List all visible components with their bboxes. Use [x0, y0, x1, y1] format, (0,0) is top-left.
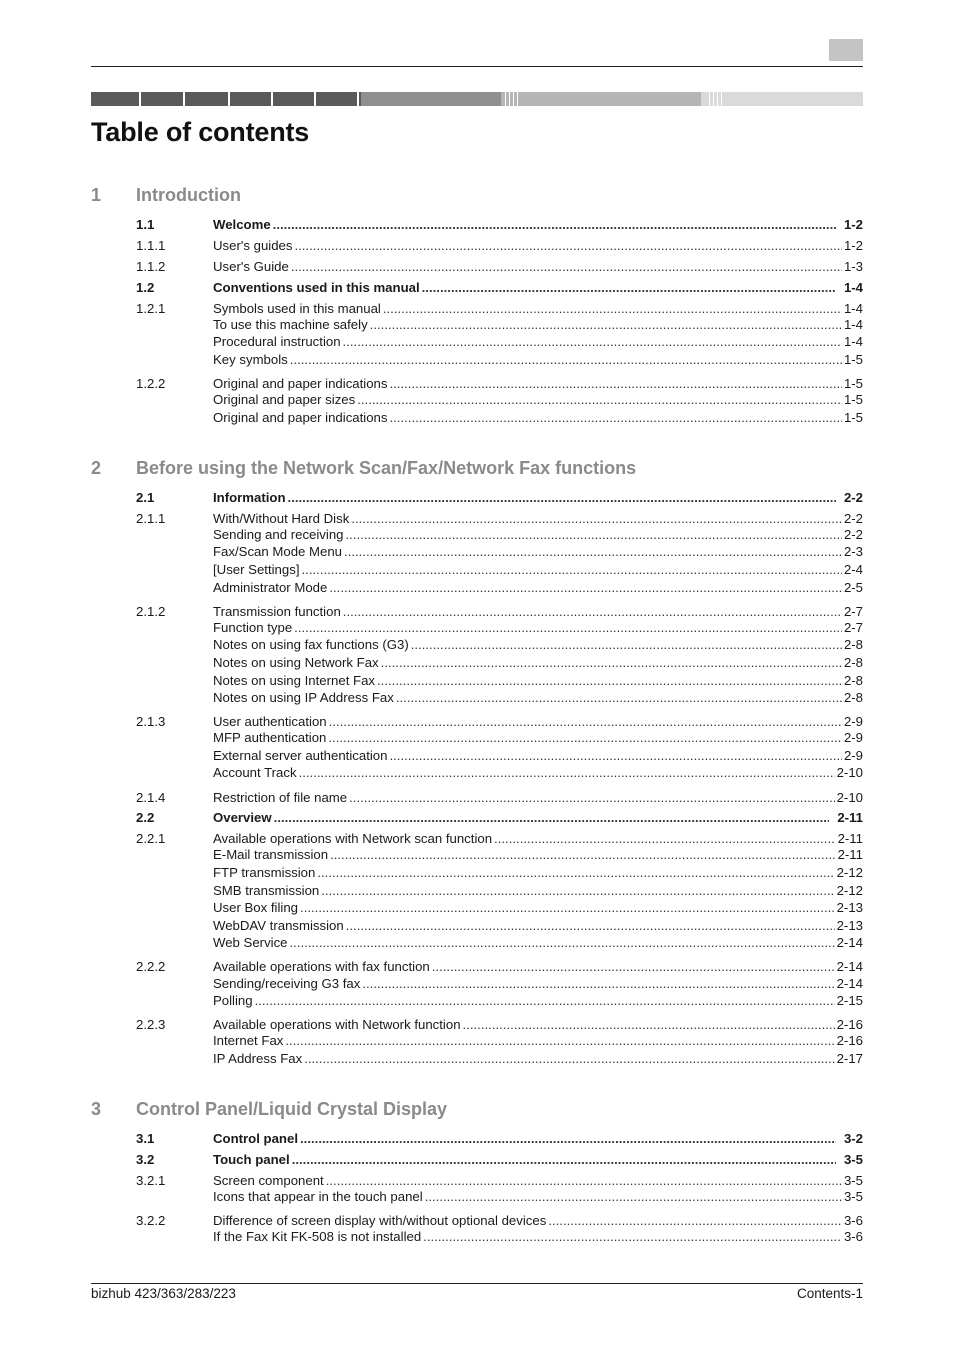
page-number: 2-9 — [843, 714, 863, 729]
dot-leader — [349, 789, 834, 806]
toc-entry[interactable] — [136, 958, 863, 975]
chapter-number: 1 — [91, 185, 102, 205]
entry-label: MFP authentication — [213, 730, 327, 745]
chapter-heading[interactable] — [91, 1099, 863, 1123]
page-number: 2-16 — [836, 1017, 863, 1032]
section-number: 2.1 — [136, 490, 155, 505]
page-number: 2-11 — [837, 831, 863, 846]
entry-label: Available operations with Network function — [213, 1017, 461, 1032]
page-number: 2-15 — [836, 993, 863, 1008]
entry-label: External server authentication — [213, 748, 388, 763]
toc-entry[interactable] — [136, 1050, 863, 1067]
chapter-heading[interactable] — [91, 458, 863, 482]
toc-entry[interactable] — [136, 489, 863, 506]
toc-entry[interactable] — [136, 1032, 863, 1049]
toc-entry[interactable] — [136, 316, 863, 333]
section-number: 2.1.3 — [136, 714, 166, 729]
dot-leader — [389, 409, 841, 426]
toc-entry[interactable] — [136, 619, 863, 636]
band-gap — [228, 92, 230, 106]
dot-leader — [273, 216, 836, 233]
entry-label: Symbols used in this manual — [213, 301, 381, 316]
section-number: 1.2 — [136, 280, 155, 295]
toc-entry[interactable] — [136, 917, 863, 934]
page-number: 2-8 — [843, 637, 863, 652]
page-number: 1-4 — [843, 317, 863, 332]
page-number: 1-5 — [843, 392, 863, 407]
page-number: 2-2 — [843, 511, 863, 526]
entry-label: Sending and receiving — [213, 527, 344, 542]
entry-label: User Box filing — [213, 900, 299, 915]
band-gap — [721, 92, 722, 106]
band-segment-light — [501, 92, 701, 106]
band-segment-lightest — [701, 92, 863, 106]
dot-leader — [290, 351, 842, 368]
page-number: 3-5 — [843, 1152, 863, 1167]
page-number: 2-10 — [836, 765, 863, 780]
dot-leader — [370, 316, 842, 333]
dot-leader — [288, 489, 836, 506]
entry-label: FTP transmission — [213, 865, 316, 880]
band-segment-mid — [361, 92, 501, 106]
section-number: 3.2.2 — [136, 1213, 166, 1228]
chapter-number: 2 — [91, 458, 102, 478]
page-title: Table of contents — [91, 117, 310, 147]
entry-label: E-Mail transmission — [213, 847, 329, 862]
toc-entry[interactable] — [136, 579, 863, 596]
entry-label: IP Address Fax — [213, 1051, 303, 1066]
toc-entry[interactable] — [136, 300, 863, 317]
page-number: 2-9 — [843, 730, 863, 745]
band-segment-dark — [91, 92, 361, 106]
page-number: 2-7 — [843, 620, 863, 635]
toc-entry[interactable] — [136, 351, 863, 368]
page-number: 3-5 — [843, 1173, 863, 1188]
toc-entry[interactable] — [136, 1212, 863, 1229]
dot-leader — [343, 333, 842, 350]
dot-leader — [383, 300, 842, 317]
dot-leader — [548, 1212, 842, 1229]
entry-label: If the Fax Kit FK-508 is not installed — [213, 1229, 422, 1244]
page-number: 1-2 — [843, 238, 863, 253]
toc-entry[interactable] — [136, 1151, 863, 1168]
toc-entry[interactable] — [136, 654, 863, 671]
toc-entry[interactable] — [136, 1016, 863, 1033]
entry-label: SMB transmission — [213, 883, 320, 898]
toc-entry[interactable] — [136, 672, 863, 689]
page-number: 2-3 — [843, 544, 863, 559]
dot-leader — [357, 391, 842, 408]
section-number: 2.1.4 — [136, 790, 166, 805]
entry-label: Web Service — [213, 935, 288, 950]
entry-label: User's Guide — [213, 259, 289, 274]
page-number: 2-12 — [836, 865, 863, 880]
entry-label: Original and paper indications — [213, 410, 388, 425]
section-number: 3.2 — [136, 1152, 155, 1167]
dot-leader — [389, 747, 841, 764]
band-gap — [357, 92, 359, 106]
toc-entry[interactable] — [136, 864, 863, 881]
entry-label: Available operations with Network scan function — [213, 831, 493, 846]
page-number: 1-4 — [843, 280, 863, 295]
entry-label: Original and paper indications — [213, 376, 388, 391]
entry-label: Notes on using Internet Fax — [213, 673, 376, 688]
band-gap — [509, 92, 510, 106]
toc-entry[interactable] — [136, 729, 863, 746]
dot-leader — [326, 1172, 842, 1189]
page-number: 1-5 — [843, 410, 863, 425]
toc-entry[interactable] — [136, 1228, 863, 1245]
section-number: 3.2.1 — [136, 1173, 166, 1188]
dot-leader — [290, 934, 835, 951]
page-number: 1-3 — [843, 259, 863, 274]
section-number: 1.1 — [136, 217, 155, 232]
entry-label: Sending/receiving G3 fax — [213, 976, 361, 991]
page-number: 2-13 — [836, 900, 863, 915]
section-number: 1.1.2 — [136, 259, 166, 274]
page-number: 2-9 — [843, 748, 863, 763]
toc-entry[interactable] — [136, 713, 863, 730]
page-number: 2-8 — [843, 690, 863, 705]
toc-entry[interactable] — [136, 636, 863, 653]
dot-leader — [294, 237, 841, 254]
entry-label: Procedural instruction — [213, 334, 341, 349]
section-number: 2.1.2 — [136, 604, 166, 619]
chapter-title: Control Panel/Liquid Crystal Display — [136, 1099, 448, 1119]
entry-label: Restriction of file name — [213, 790, 348, 805]
dot-leader — [389, 375, 841, 392]
toc-entry[interactable] — [136, 279, 863, 296]
entry-label: Notes on using IP Address Fax — [213, 690, 394, 705]
dot-leader — [304, 1050, 834, 1067]
band-gap — [513, 92, 514, 106]
page-number: 3-5 — [843, 1189, 863, 1204]
chapter-title: Before using the Network Scan/Fax/Network Fax functions — [136, 458, 637, 478]
toc-entry[interactable] — [136, 975, 863, 992]
dot-leader — [432, 958, 835, 975]
page-number: 2-17 — [836, 1051, 863, 1066]
entry-label: With/Without Hard Disk — [213, 511, 350, 526]
page-number: 3-6 — [843, 1213, 863, 1228]
section-number: 2.2 — [136, 810, 155, 825]
toc-entry[interactable] — [136, 789, 863, 806]
dot-leader — [396, 689, 842, 706]
entry-label: Fax/Scan Mode Menu — [213, 544, 343, 559]
entry-label: Administrator Mode — [213, 580, 328, 595]
dot-leader — [362, 975, 834, 992]
toc-entry[interactable] — [136, 934, 863, 951]
page-number: 2-2 — [843, 527, 863, 542]
toc-entry[interactable] — [136, 899, 863, 916]
toc-entry[interactable] — [136, 216, 863, 233]
toc-entry[interactable] — [136, 543, 863, 560]
section-number: 2.2.2 — [136, 959, 166, 974]
dot-leader — [294, 619, 842, 636]
entry-label: Available operations with fax function — [213, 959, 430, 974]
dot-leader — [422, 279, 836, 296]
dot-leader — [423, 1228, 842, 1245]
toc-entry[interactable] — [136, 526, 863, 543]
dot-leader — [330, 846, 836, 863]
page-number: 1-4 — [843, 301, 863, 316]
toc-entry[interactable] — [136, 375, 863, 392]
dot-leader — [292, 1151, 836, 1168]
entry-label: Overview — [213, 810, 272, 825]
entry-label: Screen component — [213, 1173, 324, 1188]
chapter-title: Introduction — [136, 185, 241, 205]
page-number: 2-11 — [837, 810, 863, 825]
toc-entry[interactable] — [136, 764, 863, 781]
section-number: 3.1 — [136, 1131, 155, 1146]
dot-leader — [291, 258, 842, 275]
page-number: 2-14 — [836, 935, 863, 950]
dot-leader — [329, 579, 842, 596]
toc-entry[interactable] — [136, 409, 863, 426]
toc-entry[interactable] — [136, 1188, 863, 1205]
toc-entry[interactable] — [136, 603, 863, 620]
page-number: 2-2 — [843, 490, 863, 505]
band-gap — [713, 92, 714, 106]
page-number: 2-10 — [836, 790, 863, 805]
page-number: 2-8 — [843, 655, 863, 670]
page-number: 3-2 — [843, 1131, 863, 1146]
section-number: 2.2.1 — [136, 831, 166, 846]
toc-entry[interactable] — [136, 747, 863, 764]
band-gap — [517, 92, 518, 106]
entry-label: Information — [213, 490, 286, 505]
dot-leader — [494, 830, 836, 847]
dot-leader — [328, 729, 842, 746]
section-number: 1.1.1 — [136, 238, 166, 253]
page-number: 2-8 — [843, 673, 863, 688]
entry-label: Conventions used in this manual — [213, 280, 420, 295]
dot-leader — [300, 1130, 836, 1147]
section-number: 1.2.2 — [136, 376, 166, 391]
page-number: 1-2 — [843, 217, 863, 232]
band-gap — [709, 92, 710, 106]
header-rule — [91, 66, 863, 67]
entry-label: WebDAV transmission — [213, 918, 344, 933]
decorative-gradient-band — [91, 92, 863, 106]
dot-leader — [344, 543, 842, 560]
page-number: 2-4 — [843, 562, 863, 577]
page-number: 2-14 — [836, 959, 863, 974]
dot-leader — [317, 864, 834, 881]
entry-label: Icons that appear in the touch panel — [213, 1189, 423, 1204]
entry-label: Account Track — [213, 765, 297, 780]
dot-leader — [381, 654, 842, 671]
page-number: 2-7 — [843, 604, 863, 619]
footer-model: bizhub 423/363/283/223 — [91, 1286, 236, 1301]
entry-label: Polling — [213, 993, 253, 1008]
section-number: 2.1.1 — [136, 511, 166, 526]
dot-leader — [300, 899, 835, 916]
page-number: 2-14 — [836, 976, 863, 991]
page-number: 1-4 — [843, 334, 863, 349]
toc-entry[interactable] — [136, 510, 863, 527]
toc-entry[interactable] — [136, 1130, 863, 1147]
page-number: 1-5 — [843, 376, 863, 391]
band-gap — [314, 92, 316, 106]
band-gap — [139, 92, 141, 106]
entry-label: Notes on using fax functions (G3) — [213, 637, 409, 652]
entry-label: Welcome — [213, 217, 271, 232]
toc-entry[interactable] — [136, 1172, 863, 1189]
entry-label: Original and paper sizes — [213, 392, 356, 407]
toc-entry[interactable] — [136, 882, 863, 899]
dot-leader — [346, 526, 842, 543]
entry-label: To use this machine safely — [213, 317, 368, 332]
dot-leader — [346, 917, 835, 934]
entry-label: Internet Fax — [213, 1033, 284, 1048]
page-number: 2-16 — [836, 1033, 863, 1048]
entry-label: [User Settings] — [213, 562, 300, 577]
footer-page-number: Contents-1 — [796, 1286, 863, 1301]
toc-entry[interactable] — [136, 830, 863, 847]
toc-entry[interactable] — [136, 237, 863, 254]
toc-entry[interactable] — [136, 391, 863, 408]
page-number: 2-13 — [836, 918, 863, 933]
entry-label: Notes on using Network Fax — [213, 655, 379, 670]
dot-leader — [329, 713, 842, 730]
section-number: 2.2.3 — [136, 1017, 166, 1032]
entry-label: Control panel — [213, 1131, 298, 1146]
entry-label: Function type — [213, 620, 293, 635]
toc-entry[interactable] — [136, 992, 863, 1009]
dot-leader — [343, 603, 842, 620]
dot-leader — [299, 764, 835, 781]
toc-entry[interactable] — [136, 689, 863, 706]
dot-leader — [274, 809, 830, 826]
entry-label: Touch panel — [213, 1152, 290, 1167]
page-tab-marker — [829, 39, 863, 61]
dot-leader — [425, 1188, 842, 1205]
chapter-number: 3 — [91, 1099, 102, 1119]
dot-leader — [377, 672, 842, 689]
band-gap — [505, 92, 506, 106]
toc-entry[interactable] — [136, 809, 863, 826]
entry-label: Transmission function — [213, 604, 341, 619]
dot-leader — [321, 882, 834, 899]
entry-label: Key symbols — [213, 352, 288, 367]
footer-rule — [91, 1283, 863, 1284]
toc-entry[interactable] — [136, 561, 863, 578]
band-gap — [717, 92, 718, 106]
dot-leader — [351, 510, 842, 527]
page-number: 1-5 — [843, 352, 863, 367]
dot-leader — [411, 636, 842, 653]
dot-leader — [302, 561, 842, 578]
band-gap — [271, 92, 273, 106]
chapter-heading[interactable] — [91, 185, 863, 209]
toc-entry[interactable] — [136, 846, 863, 863]
section-number: 1.2.1 — [136, 301, 166, 316]
band-gap — [183, 92, 185, 106]
toc-entry[interactable] — [136, 258, 863, 275]
entry-label: User's guides — [213, 238, 293, 253]
entry-label: Difference of screen display with/without optional devices — [213, 1213, 547, 1228]
page-number: 3-6 — [843, 1229, 863, 1244]
dot-leader — [255, 992, 835, 1009]
entry-label: User authentication — [213, 714, 327, 729]
dot-leader — [285, 1032, 834, 1049]
page-number: 2-12 — [836, 883, 863, 898]
dot-leader — [463, 1016, 835, 1033]
page-number: 2-11 — [837, 847, 863, 862]
page-number: 2-5 — [843, 580, 863, 595]
toc-entry[interactable] — [136, 333, 863, 350]
